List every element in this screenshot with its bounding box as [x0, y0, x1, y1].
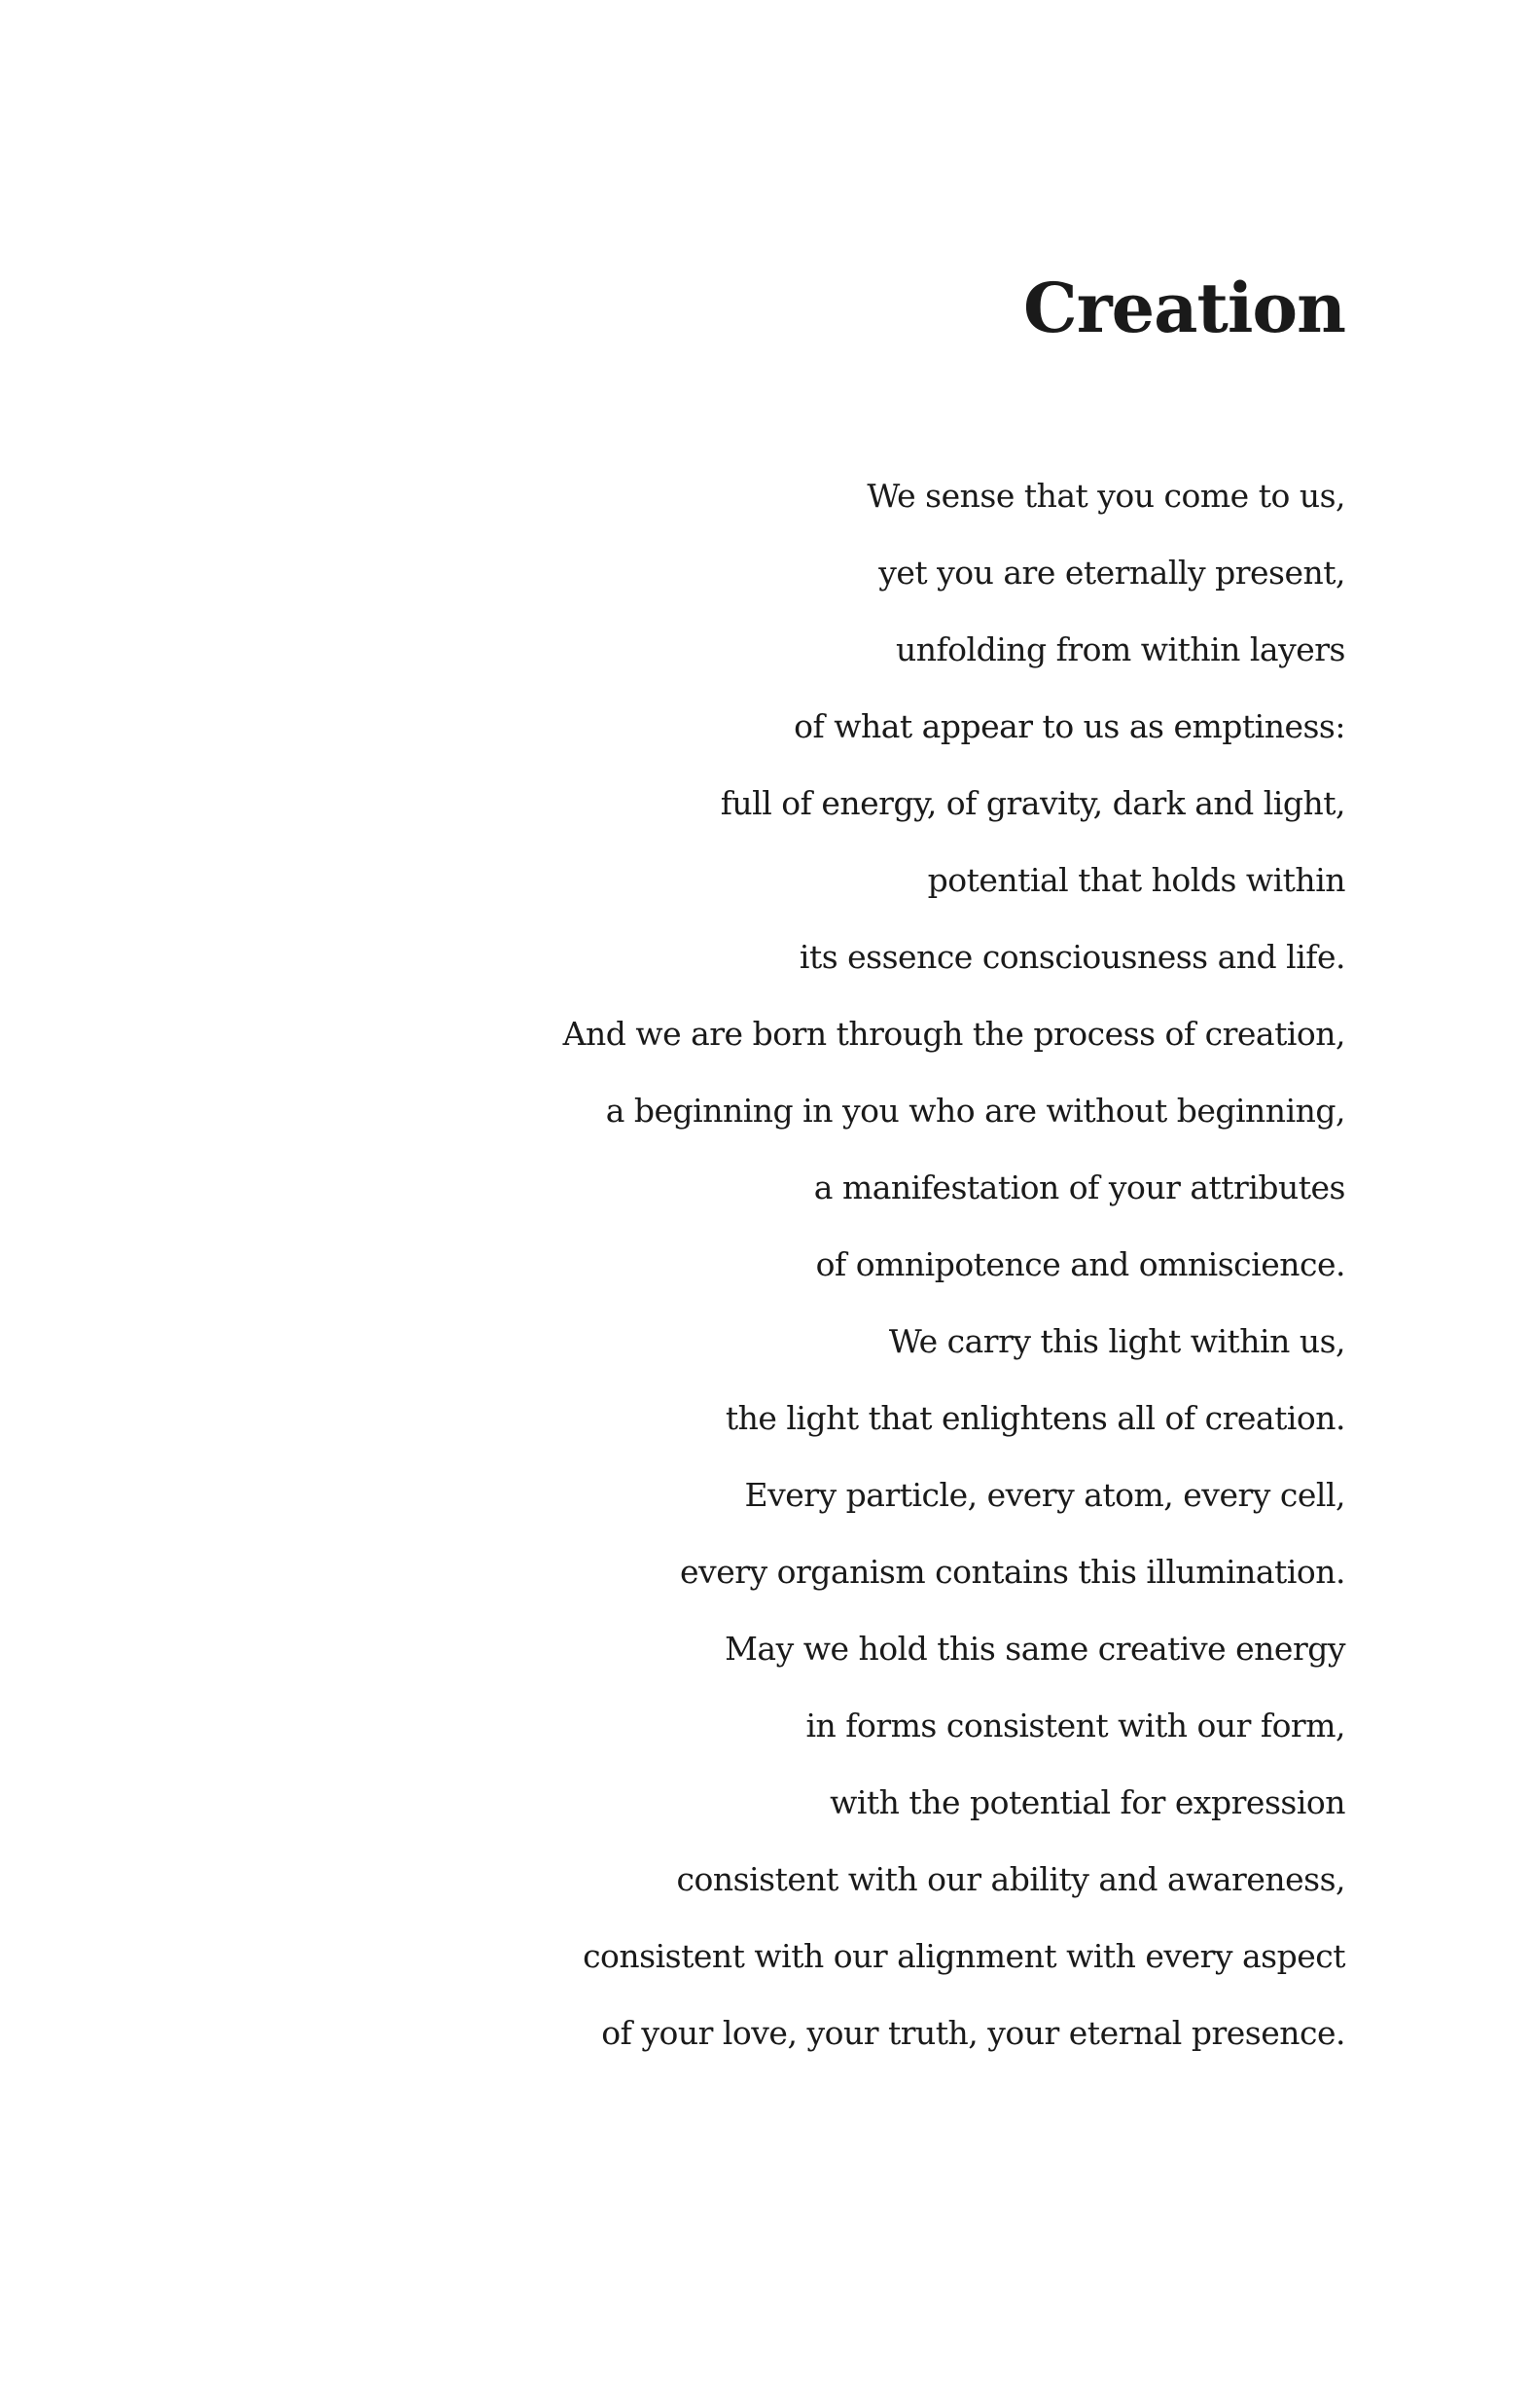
poem-line: potential that holds within [927, 861, 1345, 899]
poem-line: a beginning in you who are without beginning, [605, 1092, 1345, 1130]
poem-line: its essence consciousness and life. [799, 938, 1345, 976]
poem-line: of omnipotence and omniscience. [815, 1245, 1345, 1283]
poem-body [563, 457, 1345, 2071]
poem-line: Every particle, every atom, every cell, [744, 1476, 1345, 1514]
poem-line: every organism contains this illumination. [680, 1553, 1345, 1591]
poem-line: the light that enlightens all of creation. [725, 1399, 1345, 1437]
poem-line: a manifestation of your attributes [813, 1168, 1345, 1206]
poem-line: We carry this light within us, [888, 1322, 1345, 1360]
poem-line: of what appear to us as emptiness: [794, 707, 1345, 745]
poem-line: unfolding from within layers [895, 630, 1345, 668]
poem-line: And we are born through the process of creation, [562, 1015, 1345, 1053]
poem-line: full of energy, of gravity, dark and light, [720, 784, 1345, 822]
poem-line: consistent with our ability and awareness, [676, 1860, 1345, 1898]
poem-line: in forms consistent with our form, [805, 1707, 1345, 1744]
poem-line: yet you are eternally present, [878, 554, 1345, 592]
poem-line: consistent with our alignment with every aspect [583, 1937, 1345, 1975]
poem-line: of your love, your truth, your eternal presence. [601, 2014, 1345, 2052]
poem-title: Creation [1023, 268, 1345, 348]
poem-line: May we hold this same creative energy [725, 1630, 1345, 1668]
poem-line: We sense that you come to us, [867, 477, 1345, 515]
poem-line: with the potential for expression [830, 1783, 1345, 1821]
